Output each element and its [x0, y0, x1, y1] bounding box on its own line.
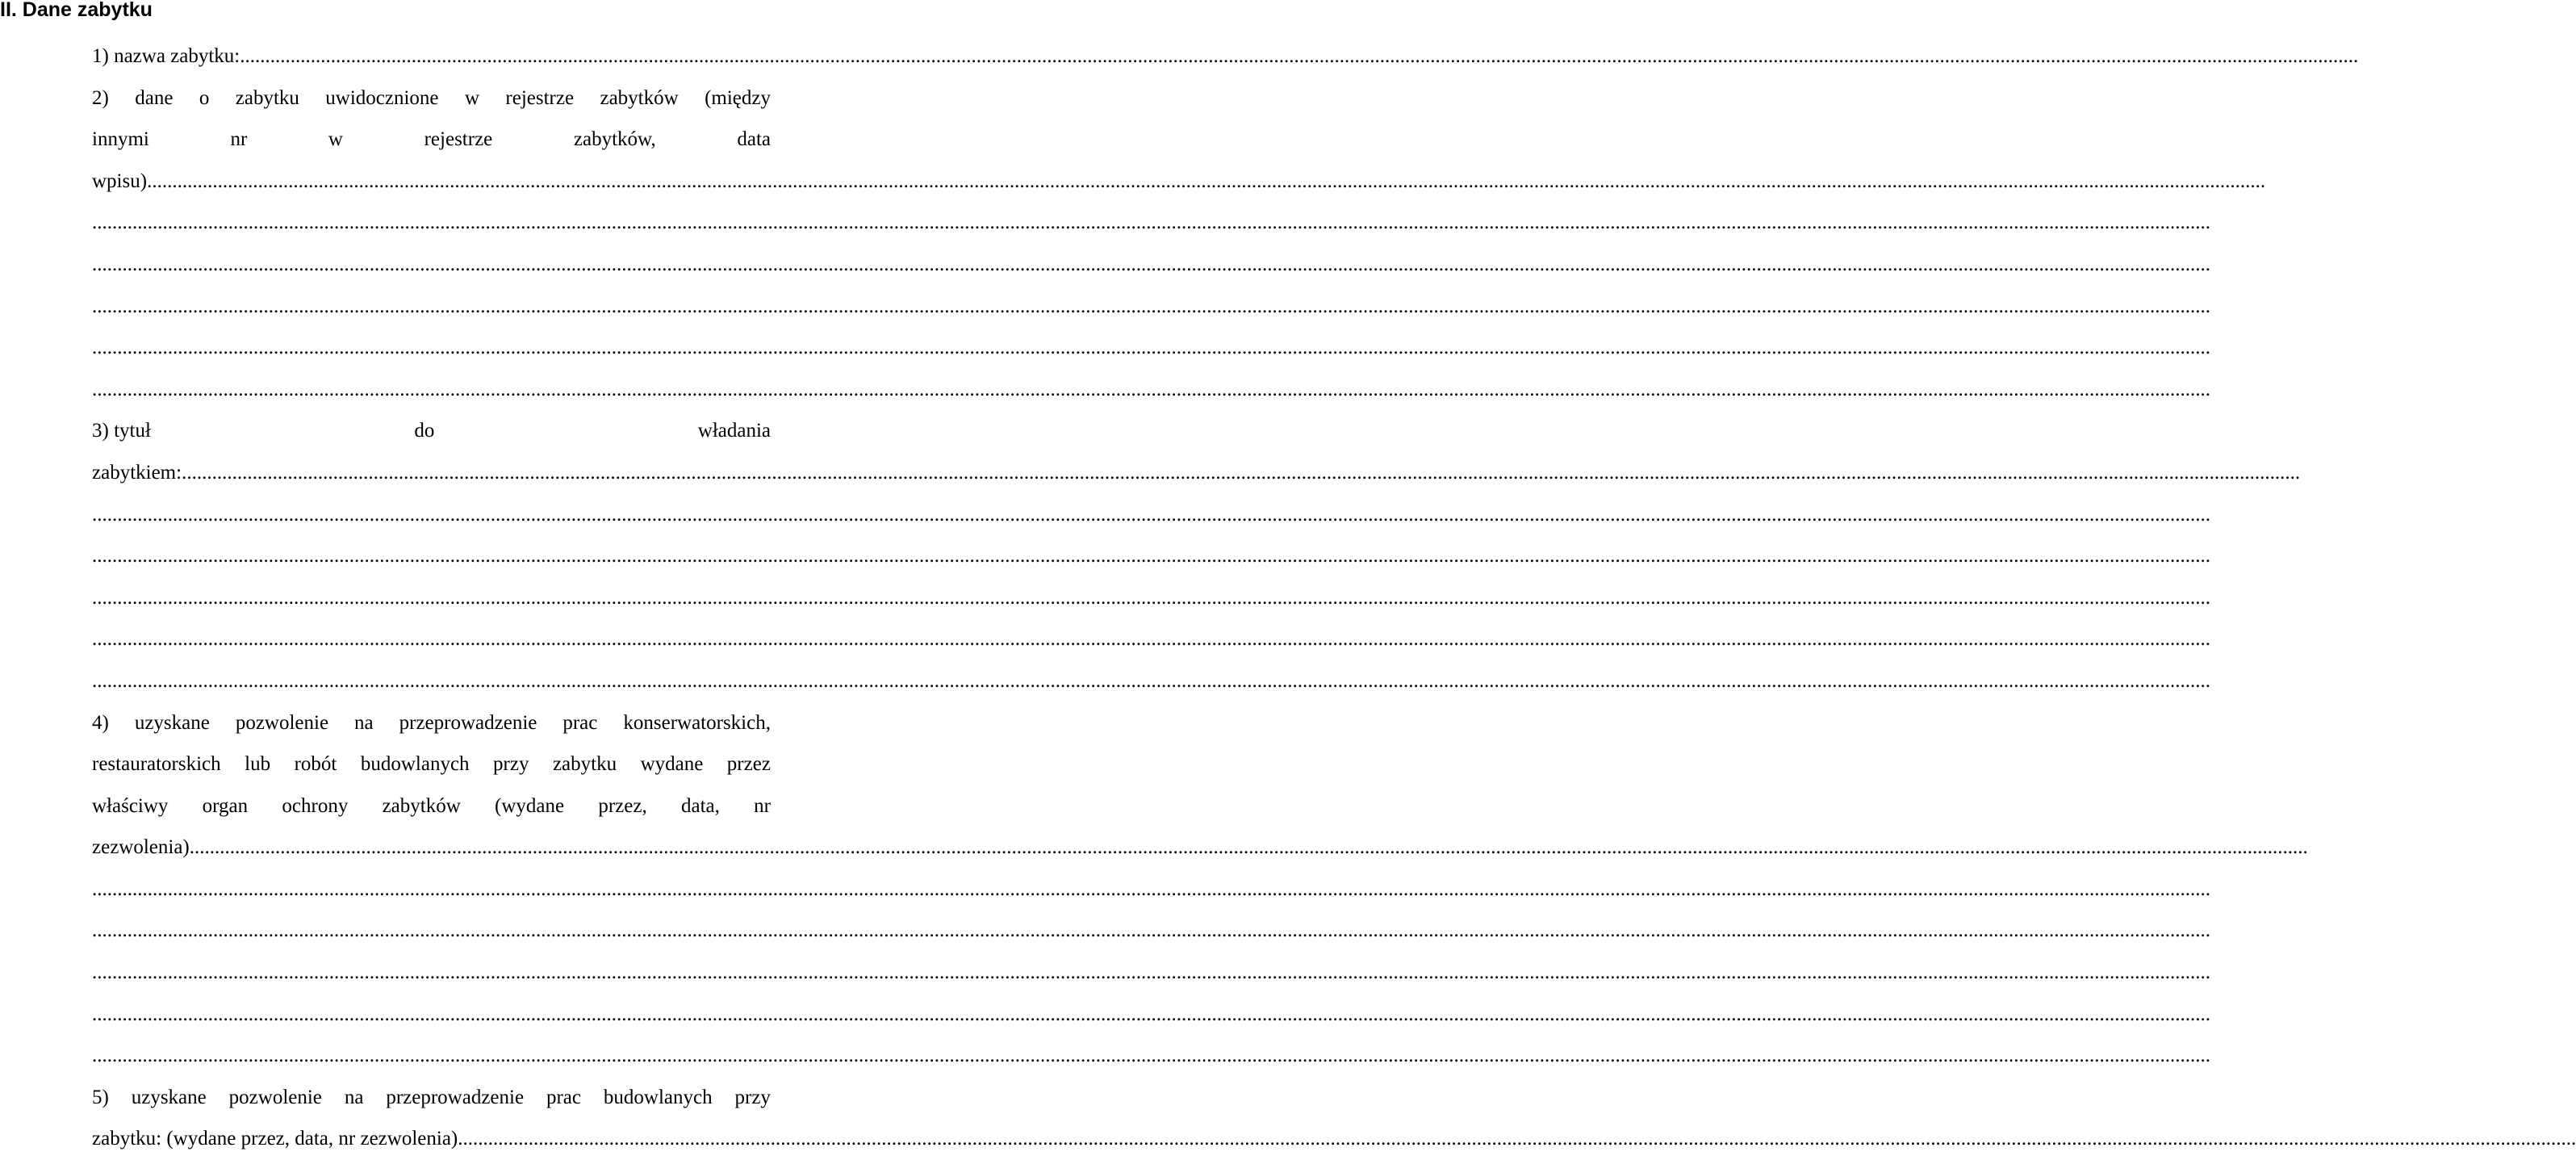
item-4-dot-line[interactable]: ....................................................................................................................................................................................................................................................................................................................................................................................................................................	[92, 1003, 2210, 1025]
item-3-dot-line[interactable]: ....................................................................................................................................................................................................................................................................................................................................................................................................................................	[92, 545, 2210, 567]
form-word: data	[737, 128, 771, 151]
item-3-dot-line[interactable]: ....................................................................................................................................................................................................................................................................................................................................................................................................................................	[92, 586, 2210, 609]
form-word: 4)	[92, 711, 109, 734]
form-word: przez	[726, 753, 771, 776]
form-word: na	[344, 1086, 364, 1108]
form-word: nr	[754, 794, 771, 817]
item-3-line-1	[92, 410, 771, 452]
form-word: uwidocznione	[325, 86, 439, 109]
item-2-label-end: wpisu)	[92, 170, 148, 192]
form-word: właściwy	[92, 794, 169, 817]
form-body	[92, 36, 2576, 1160]
item-4-dot-line[interactable]: ....................................................................................................................................................................................................................................................................................................................................................................................................................................	[92, 877, 2210, 900]
form-word: do	[414, 420, 435, 442]
form-word: zabytku	[552, 753, 617, 776]
form-word: w	[328, 128, 343, 151]
form-word: przy	[734, 1086, 771, 1108]
item-3-line-2	[92, 452, 2301, 494]
form-word: prac	[562, 711, 598, 734]
item-4-line-3	[92, 785, 771, 827]
form-word: na	[354, 711, 374, 734]
form-word: wydane	[640, 753, 704, 776]
item-3-dot-line[interactable]: ....................................................................................................................................................................................................................................................................................................................................................................................................................................	[92, 628, 2210, 651]
item-4-dot-line[interactable]: ....................................................................................................................................................................................................................................................................................................................................................................................................................................	[92, 961, 2210, 984]
item-4-dot-line[interactable]: ....................................................................................................................................................................................................................................................................................................................................................................................................................................	[92, 919, 2210, 942]
form-word: władania	[697, 420, 771, 442]
form-word: restauratorskich	[92, 753, 221, 776]
item-4-line-4	[92, 827, 2308, 869]
form-word: przy	[493, 753, 529, 776]
form-word: przeprowadzenie	[386, 1086, 525, 1108]
item-4-line-2	[92, 743, 771, 785]
form-word: pozwolenie	[228, 1086, 322, 1108]
item-4-label-end: zezwolenia)	[92, 836, 190, 859]
form-word: nr	[230, 128, 248, 151]
item-3-dot-line[interactable]: ....................................................................................................................................................................................................................................................................................................................................................................................................................................	[92, 669, 2210, 692]
form-word: o	[199, 86, 210, 109]
form-word: ochrony	[282, 794, 349, 817]
form-word: 5)	[92, 1086, 109, 1108]
form-word: 2)	[92, 86, 109, 109]
item-5-line-2	[92, 1118, 2576, 1160]
item-4-line-1	[92, 702, 771, 744]
form-word: w	[464, 86, 479, 109]
item-5-line-1	[92, 1077, 771, 1119]
form-word: rejestrze	[505, 86, 575, 109]
item-1-label: 1) nazwa zabytku:	[92, 45, 240, 67]
item-3-dot-line[interactable]: ....................................................................................................................................................................................................................................................................................................................................................................................................................................	[92, 503, 2210, 526]
item-2-dot-line[interactable]: ....................................................................................................................................................................................................................................................................................................................................................................................................................................	[92, 378, 2210, 400]
form-word: dane	[135, 86, 174, 109]
form-word: zabytków,	[573, 128, 656, 151]
form-word: organ	[202, 794, 249, 817]
item-1-dot-field[interactable]: ....................................................................................................................................................................................................................................................................................................................................................................................................................................	[240, 45, 2359, 67]
item-2-dot-line[interactable]: ....................................................................................................................................................................................................................................................................................................................................................................................................................................	[92, 253, 2210, 275]
form-word: zabytku	[235, 86, 299, 109]
item-4-dot-field[interactable]: ....................................................................................................................................................................................................................................................................................................................................................................................................................................	[189, 836, 2308, 859]
form-word: robót	[294, 753, 337, 776]
item-2-dot-field[interactable]: ....................................................................................................................................................................................................................................................................................................................................................................................................................................	[147, 170, 2266, 192]
form-word: budowlanych	[360, 753, 470, 776]
form-word: prac	[546, 1086, 581, 1108]
item-2-dot-line[interactable]: ....................................................................................................................................................................................................................................................................................................................................................................................................................................	[92, 295, 2210, 317]
item-3-label-end: zabytkiem:	[92, 461, 182, 484]
form-word: (między	[705, 86, 771, 109]
form-word: przez,	[598, 794, 647, 817]
form-word: lub	[245, 753, 271, 776]
form-word: (wydane	[495, 794, 565, 817]
form-word: konserwatorskich,	[623, 711, 771, 734]
item-5-dot-field[interactable]: ....................................................................................................................................................................................................................................................................................................................................................................................................................................	[458, 1128, 2576, 1150]
item-2-line-2	[92, 119, 771, 161]
item-3-dot-field[interactable]: ....................................................................................................................................................................................................................................................................................................................................................................................................................................	[182, 461, 2301, 484]
item-5-label-end: zabytku: (wydane przez, data, nr zezwolenia)	[92, 1128, 458, 1150]
form-word: 3) tytuł	[92, 420, 151, 442]
form-word: pozwolenie	[235, 711, 329, 734]
section-heading: II. Dane zabytku	[0, 0, 153, 21]
form-word: zabytków	[382, 794, 461, 817]
form-word: przeprowadzenie	[399, 711, 537, 734]
form-word: rejestrze	[424, 128, 493, 151]
form-word: uzyskane	[131, 1086, 207, 1108]
item-2-line-1	[92, 77, 771, 119]
form-word: uzyskane	[134, 711, 210, 734]
item-4-dot-line[interactable]: ....................................................................................................................................................................................................................................................................................................................................................................................................................................	[92, 1045, 2210, 1067]
form-word: zabytków	[600, 86, 679, 109]
item-2-dot-line[interactable]: ....................................................................................................................................................................................................................................................................................................................................................................................................................................	[92, 211, 2210, 234]
item-2-line-3	[92, 161, 2266, 203]
item-1-line	[92, 36, 2359, 77]
form-word: data,	[680, 794, 720, 817]
item-2-dot-line[interactable]: ....................................................................................................................................................................................................................................................................................................................................................................................................................................	[92, 337, 2210, 359]
form-word: innymi	[92, 128, 149, 151]
form-word: budowlanych	[603, 1086, 713, 1108]
